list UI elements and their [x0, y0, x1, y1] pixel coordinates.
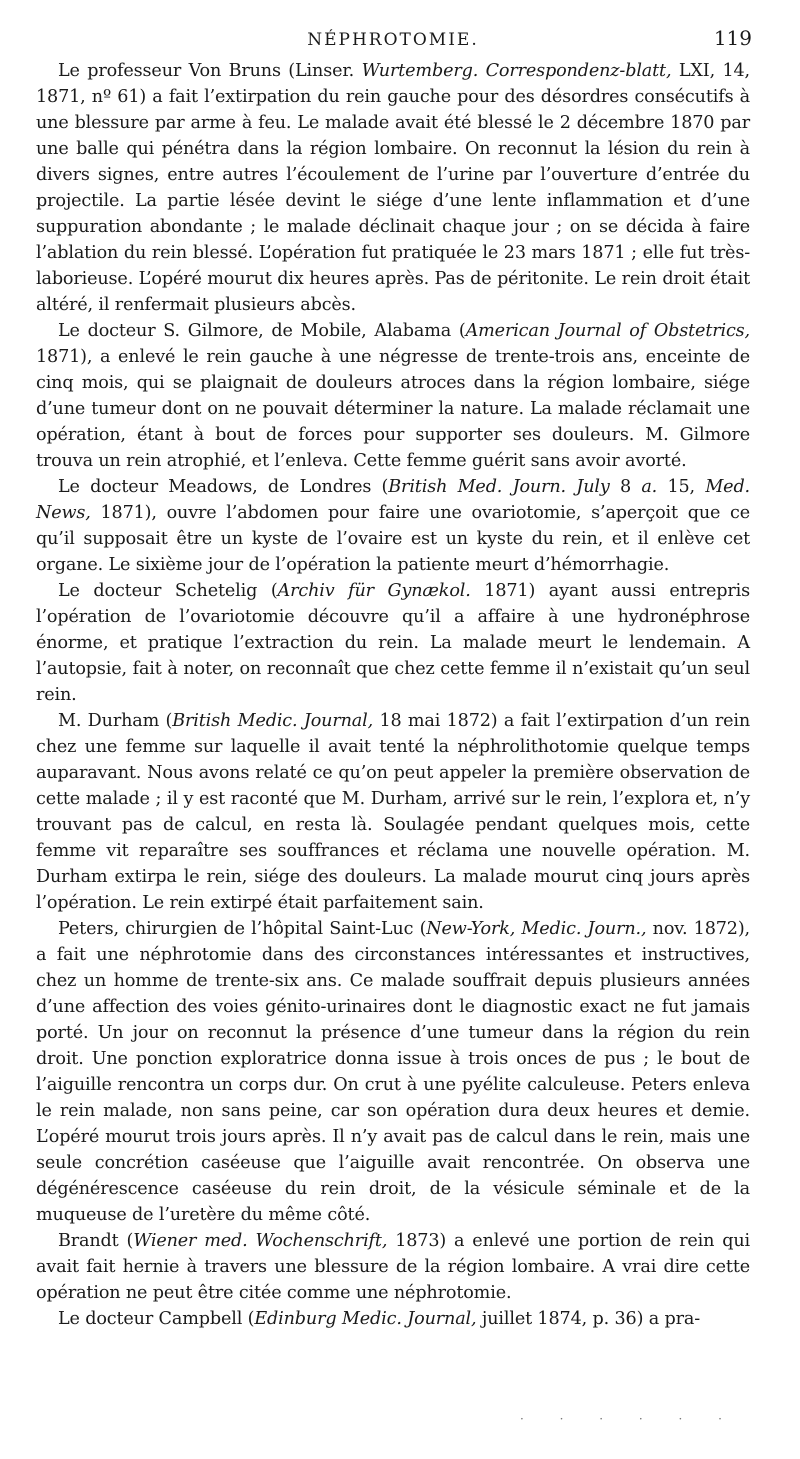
- citation-text: Edinburg Medic. Journal,: [254, 1309, 477, 1329]
- book-page: [36, 24, 750, 1332]
- paragraph-text: 15,: [657, 477, 706, 497]
- paragraph-text: Le docteur S. Gilmore, de Mobile, Alabama (: [58, 321, 466, 341]
- citation-text: Wurtemberg. Correspondenz-blatt,: [361, 61, 672, 81]
- citation-text: American Journal of Obstetrics,: [465, 321, 750, 341]
- citation-text: Archiv für Gynækol.: [277, 581, 471, 601]
- citation-text: Wiener med. Wochenschrift,: [133, 1231, 388, 1251]
- paragraph-text: Le docteur Meadows, de Londres (: [58, 477, 389, 497]
- paragraph-text: Peters, chirurgien de l’hôpital Saint-Luc (: [58, 919, 427, 939]
- chapter-title: NÉPHROTOMIE.: [307, 30, 479, 50]
- citation-text: Med. News,: [36, 477, 750, 523]
- paragraph-text: juillet 1874, p. 36) a pra-: [476, 1309, 701, 1329]
- paragraph-text: 1873) a enlevé une portion de rein qui avait fait hernie à travers une blessure de la région lombaire. A vrai dire cette opération ne peut être citée comme une néphrotomie.: [36, 1231, 750, 1303]
- page-number: 119: [713, 26, 752, 50]
- paragraph-text: Le docteur Campbell (: [58, 1309, 255, 1329]
- citation-text: British Med. Journ. July: [388, 477, 610, 497]
- paragraph-text: 18 mai 1872) a fait l’extirpation d’un rein chez une femme sur laquelle il avait tenté la néphrolithotomie quelque temps auparavant. Nous avons relaté ce qu’on peut appeler la première observation de cette malade ; il y est raconté que M. Durham, arrivé sur le rein, l’explora et, n’y trouvant pas de calcul, en resta là. Soulagée pendant quelques mois, cette femme vit reparaître ses souffrances et réclama une nouvelle opération. M. Durham extirpa le rein, siége des douleurs. La malade mourut cinq jours après l’opération. Le rein extirpé était parfaitement sain.: [36, 711, 751, 913]
- paragraph: [36, 1228, 750, 1306]
- citation-text: New-York, Medic. Journ.,: [426, 919, 647, 939]
- paragraph: [36, 916, 750, 1228]
- paragraph-text: Le docteur Schetelig (: [58, 581, 278, 601]
- paragraph-text: nov. 1872), a fait une néphrotomie dans des circonstances intéressantes et instructives, chez un homme de trente-six ans. Ce malade souffrait depuis plusieurs années d’une affection des voies génito-urinaires dont le diagnostic exact ne fut jamais porté. Un jour on reconnut la présence d’une tumeur dans la région du rein droit. Une ponction exploratrice donna issue à trois onces de pus ; le bout de l’aiguille rencontra un corps dur. On crut à une pyélite calculeuse. Peters enleva le rein malade, non sans peine, car son opération dura deux heures et demie. L’opéré mourut trois jours après. Il n’y avait pas de calcul dans le rein, mais une seule concrétion caséeuse que l’aiguille avait rencontrée. On observa une dégénérescence caséeuse du rein droit, de la vésicule séminale et de la muqueuse de l’uretère du même côté.: [36, 919, 750, 1225]
- paragraph-text: 1871), ouvre l’abdomen pour faire une ovariotomie, s’aperçoit que ce qu’il supposait être un kyste de l’ovaire est un kyste du rein, et il enlève cet organe. Le sixième jour de l’opération la patiente meurt d’hémorrhagie.: [36, 503, 750, 575]
- paragraph-text: M. Durham (: [58, 711, 173, 731]
- paragraph: [36, 474, 750, 578]
- paragraph: [36, 578, 750, 708]
- paragraph-text: Le professeur Von Bruns (Linser.: [58, 61, 362, 81]
- paragraph-text: LXI, 14, 1871, nº 61) a fait l’extirpation du rein gauche pour des désordres consécutifs à une blessure par arme à feu. Le malade avait été blessé le 2 décembre 1870 par une balle qui pénétra dans la région lombaire. On reconnut la lésion du rein à divers signes, entre autres l’écoulement de l’urine par l’ouverture d’entrée du projectile. La partie lésée devint le siége d’une lente inflammation et d’une suppuration abondante ; le malade déclinait chaque jour ; on se décida à faire l’ablation du rein blessé. L’opération fut pratiquée le 23 mars 1871 ; elle fut très-laborieuse. L’opéré mourut dix heures après. Pas de péritonite. Le rein droit était altéré, il renfermait plusieurs abcès.: [36, 61, 750, 315]
- paragraph: [36, 318, 750, 474]
- paragraph: [36, 1306, 750, 1332]
- paragraph-text: 8: [609, 477, 642, 497]
- footer-dots: · · · · · ·: [520, 1412, 738, 1426]
- citation-text: a.: [641, 477, 658, 497]
- paragraph-text: 1871) ayant aussi entrepris l’opération de l’ovariotomie découvre qu’il a affaire à une hydronéphrose énorme, et pratique l’extraction du rein. La malade meurt le lendemain. A l’autopsie, fait à noter, on reconnaît que chez cette femme il n’existait qu’un seul rein.: [36, 581, 750, 705]
- citation-text: British Medic. Journal,: [172, 711, 374, 731]
- body-text: [36, 58, 750, 1332]
- paragraph: [36, 708, 750, 916]
- paragraph: [36, 58, 750, 318]
- paragraph-text: 1871), a enlevé le rein gauche à une négresse de trente-trois ans, enceinte de cinq mois, qui se plaignait de douleurs atroces dans la région lombaire, siége d’une tumeur dont on ne pouvait déterminer la nature. La malade réclamait une opération, étant à bout de forces pour supporter ses douleurs. M. Gilmore trouva un rein atrophié, et l’enleva. Cette femme guérit sans avoir avorté.: [36, 347, 750, 471]
- running-header: [36, 24, 750, 58]
- paragraph-text: Brandt (: [58, 1231, 134, 1251]
